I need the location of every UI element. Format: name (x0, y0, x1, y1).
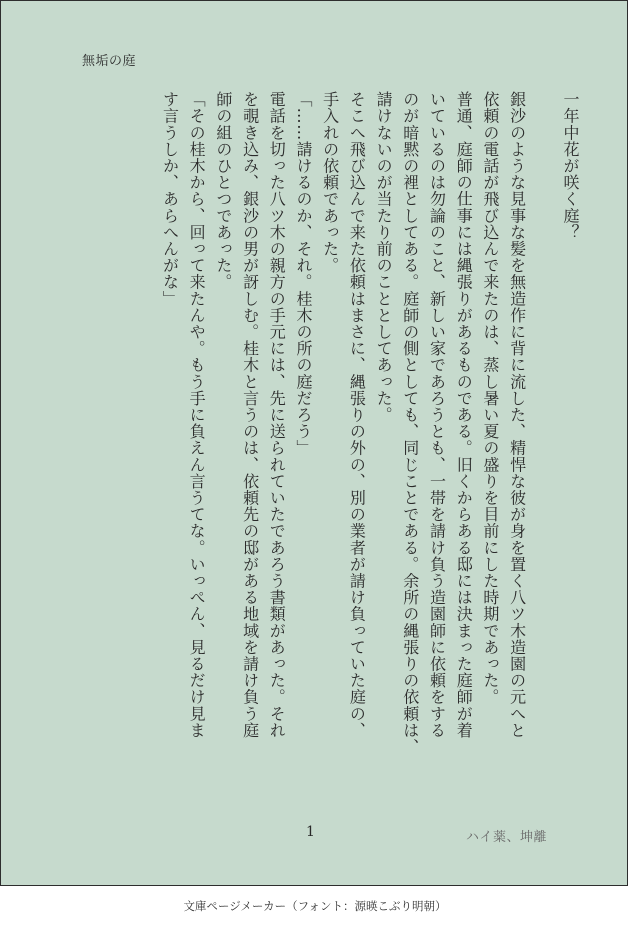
text-line: 一年中花が咲く庭？ (561, 91, 580, 241)
page-number: 1 (306, 824, 315, 840)
text-line: 電話を切った八ツ木の親方の手元には、先に送られていたであろう書類があった。それ (267, 91, 287, 739)
footer-credit: 文庫ページメーカー（フォント：源暎こぶり明朝） (183, 899, 447, 913)
text-line: を覗き込み、銀沙の男が訝しむ。桂木と言うのは、依頼先の邸がある地域を請け負う庭 (240, 91, 260, 739)
text-line: いているのは勿論のこと、新しい家であろうとも、一帯を請け負う造園師に依頼をする (427, 91, 447, 739)
vertical-body-text (156, 91, 583, 811)
text-line: そこへ飛び込んで来た依頼はまさに、縄張りの外の、別の業者が請け負っていた庭の、 (347, 91, 367, 739)
text-line: のが暗黙の裡としてある。庭師の側としても、同じことである。余所の縄張りの依頼は、 (400, 91, 420, 755)
text-line: 「その桂木から、回って来たんや。もう手に負えん言うてな。いっぺん、見るだけ見ま (187, 91, 207, 739)
text-line: 依頼の電話が飛び込んで来たのは、蒸し暑い夏の盛りを目前にした時期であった。 (480, 91, 500, 706)
running-title: 無垢の庭 (82, 54, 137, 69)
author-name: ハイ薬、坤離 (465, 830, 547, 845)
text-line: 銀沙のような見事な髪を無造作に背に流した、精悍な彼が身を置く八ツ木造園の元へと (507, 91, 527, 739)
text-line: 請けないのが当たり前のこととしてあった。 (374, 91, 394, 423)
text-line: 師の組のひとつであった。 (213, 91, 233, 291)
text-line: す言うしか、あらへんがな」 (160, 91, 180, 307)
text-line: 「……請けるのか、それ。桂木の所の庭だろう」 (293, 91, 313, 457)
text-line: 手入れの依頼であった。 (320, 91, 340, 274)
text-line: 普通、庭師の仕事には縄張りがあるものである。旧くからある邸には決まった庭師が着 (454, 91, 474, 739)
